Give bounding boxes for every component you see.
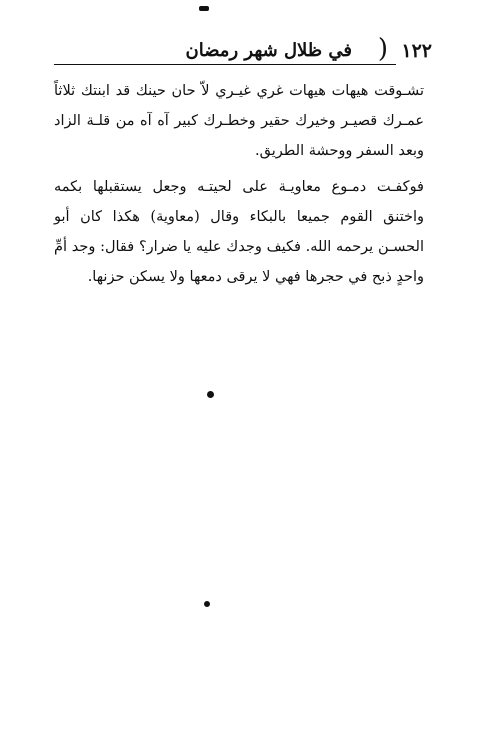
- paragraph-1: تشـوقت هيهات هيهات غري غيـري لاّ حان حينك قد ابنتك ثلاثاً عمـرك قصيـر وخيرك حقير وخطـرك كبير آه آه من قلـة الزاد وبعد السفر ووحشة الطريق.: [54, 83, 424, 159]
- page-header: [54, 36, 432, 66]
- ink-mark-top: [199, 6, 209, 11]
- paragraph-2: فوكفـت دمـوع معاويـة على لحيتـه وجعل يستقبلها بكمه واختنق القوم جميعا بالبكاء وقال (معاوية) هكذا كان أبو الحسـن يرحمه الله. فكيف وجدك عليه يا ضرار؟ فقال: وجد أمِّ واحدٍ ذبح في حجرها فهي لا يرقى دمعها ولا يسكن حزنها.: [54, 179, 424, 285]
- page-number: ١٢٢: [401, 40, 432, 62]
- running-title: في ظلال شهر رمضان: [185, 40, 352, 61]
- header-parenthesis: (: [377, 34, 388, 64]
- ink-mark-bottom: [204, 601, 210, 607]
- ink-mark-middle: [207, 391, 214, 398]
- header-rule: [54, 64, 396, 65]
